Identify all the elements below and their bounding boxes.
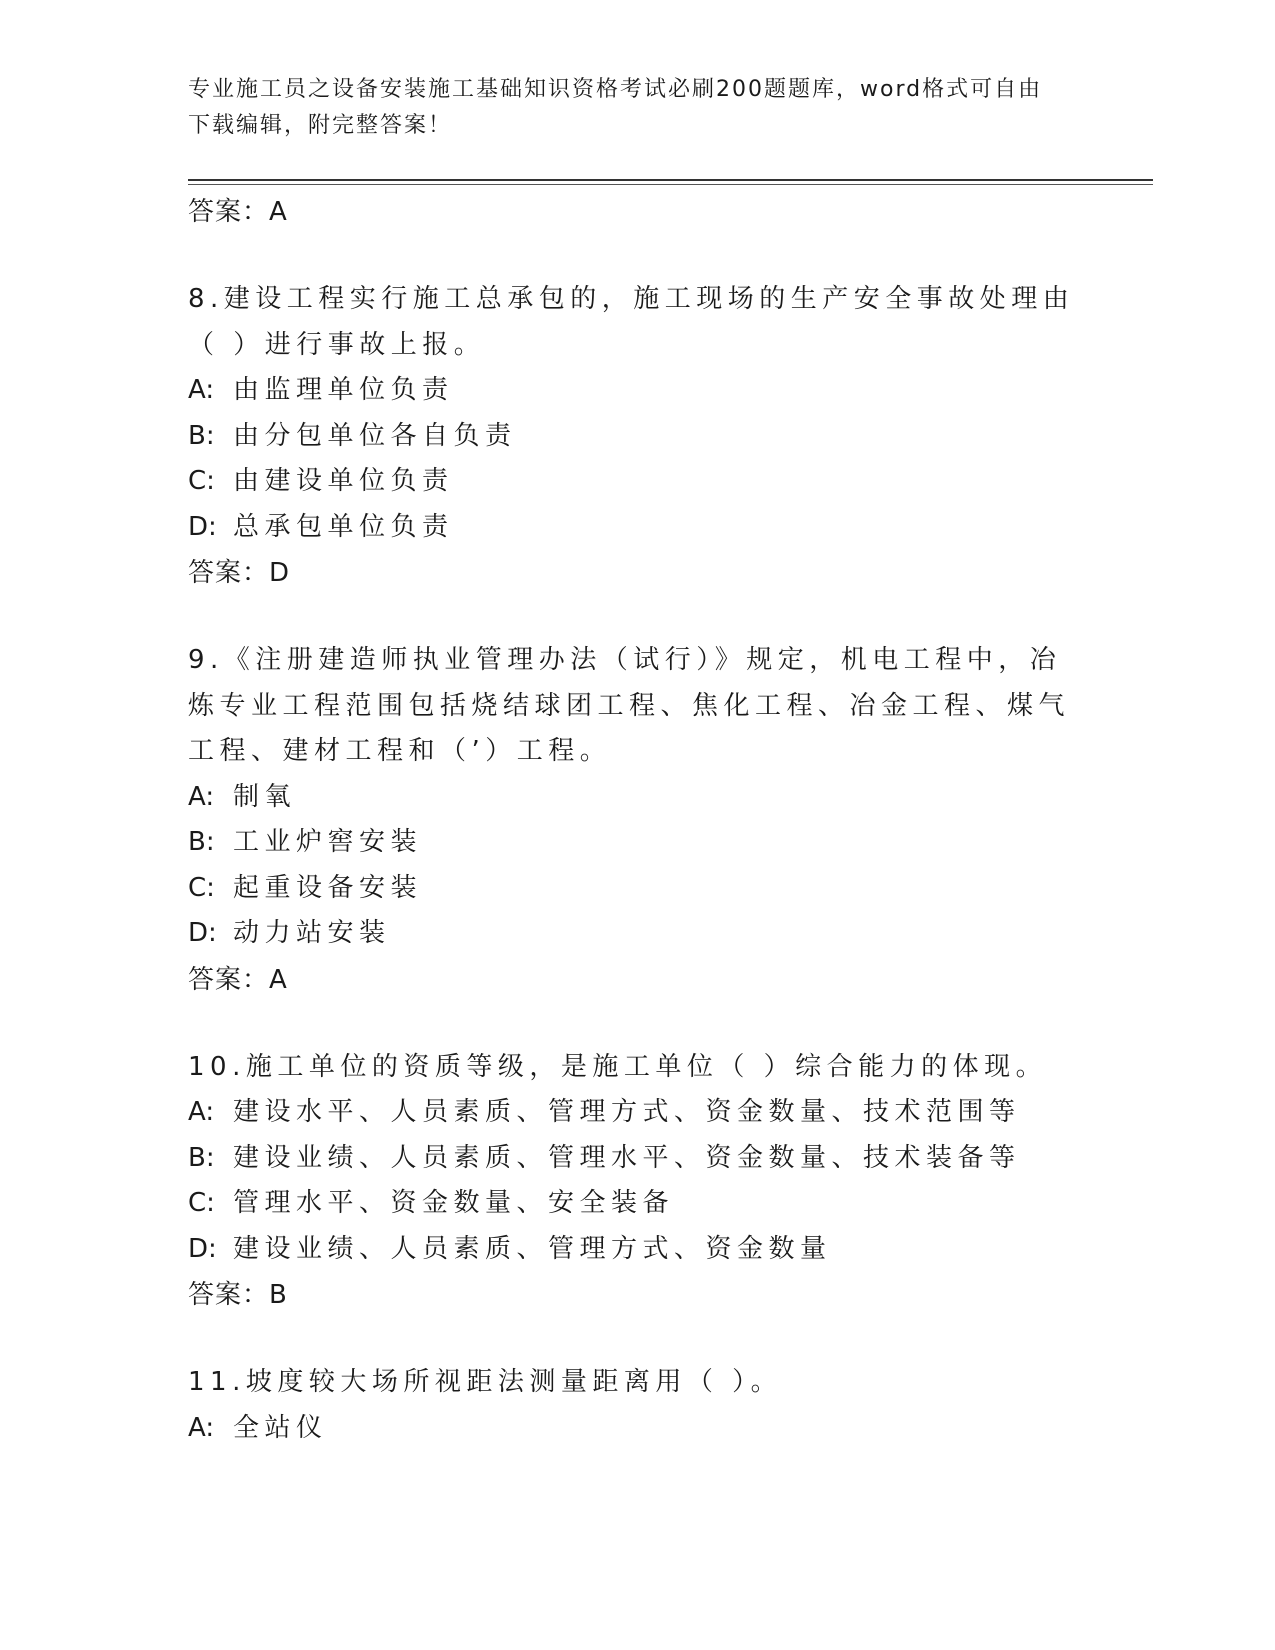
option-letter: B:: [188, 827, 215, 857]
option-c: [188, 459, 1088, 505]
answer-line: 答案：D: [188, 558, 291, 588]
option-b: [188, 414, 1088, 460]
header-line-1: 专业施工员之设备安装施工基础知识资格考试必刷200题题库，word格式可自由: [188, 77, 1043, 102]
header-line-2: 下载编辑，附完整答案！: [188, 113, 453, 138]
spacer: [188, 1003, 1088, 1045]
answer-line: 答案：A: [188, 197, 288, 227]
option-a: [188, 1090, 1088, 1136]
option-letter: D:: [188, 1233, 217, 1264]
option-letter: D:: [188, 918, 217, 948]
option-text: 动力站安装: [233, 918, 391, 948]
option-letter: C:: [188, 872, 215, 903]
option-text: 由建设单位负责: [233, 466, 454, 496]
option-text: 由监理单位负责: [233, 375, 454, 405]
option-letter: C:: [188, 1188, 215, 1218]
option-text: 建设业绩、人员素质、管理方式、资金数量: [233, 1233, 832, 1264]
question-list: [188, 189, 1088, 1451]
answer-line: 答案：A: [188, 964, 288, 995]
option-letter: A:: [188, 1412, 215, 1443]
question-text: 8.建设工程实行施工总承包的，施工现场的生产安全事故处理由（ ）进行事故上报。: [188, 284, 1075, 360]
question-block: [188, 277, 1088, 596]
option-text: 总承包单位负责: [233, 511, 454, 542]
spacer: [188, 235, 1088, 277]
option-letter: A:: [188, 1097, 215, 1127]
option-c: [188, 1181, 1088, 1227]
spacer: [188, 1318, 1088, 1360]
option-d: [188, 911, 1088, 957]
option-text: 工业炉窖安装: [233, 827, 423, 857]
option-text: 全站仪: [233, 1412, 328, 1443]
question-text: 9.《注册建造师执业管理办法（试行）》规定，机电工程中，冶炼专业工程范围包括烧结球团工程、焦化工程、冶金工程、煤气工程、建材工程和（’）工程。: [188, 645, 1071, 766]
option-letter: A:: [188, 781, 215, 812]
option-a: [188, 1406, 1088, 1452]
document-header: [188, 72, 1088, 144]
option-a: [188, 775, 1088, 821]
option-text: 制氧: [233, 781, 297, 812]
option-b: [188, 1136, 1088, 1182]
option-text: 建设业绩、人员素质、管理水平、资金数量、技术装备等: [233, 1142, 1021, 1173]
option-letter: B:: [188, 1142, 215, 1173]
option-b: [188, 820, 1088, 866]
option-text: 由分包单位各自负责: [233, 420, 517, 451]
header-divider-thick: [188, 179, 1153, 181]
option-text: 建设水平、人员素质、管理方式、资金数量、技术范围等: [233, 1097, 1021, 1127]
answer-line: 答案：B: [188, 1280, 288, 1310]
question-text: 11.坡度较大场所视距法测量距离用（ ）。: [188, 1367, 783, 1397]
question-text: 10.施工单位的资质等级，是施工单位（ ）综合能力的体现。: [188, 1051, 1048, 1082]
header-divider-thin: [188, 184, 1153, 185]
option-d: [188, 505, 1088, 551]
option-letter: C:: [188, 466, 215, 496]
question-block: [188, 1360, 1088, 1451]
option-letter: B:: [188, 420, 215, 451]
question-block: [188, 1045, 1088, 1319]
option-text: 管理水平、资金数量、安全装备: [233, 1188, 675, 1218]
spacer: [188, 596, 1088, 638]
option-a: [188, 368, 1088, 414]
option-letter: D:: [188, 511, 217, 542]
option-d: [188, 1227, 1088, 1273]
option-letter: A:: [188, 375, 215, 405]
question-block: [188, 638, 1088, 1003]
option-text: 起重设备安装: [233, 872, 423, 903]
option-c: [188, 866, 1088, 912]
